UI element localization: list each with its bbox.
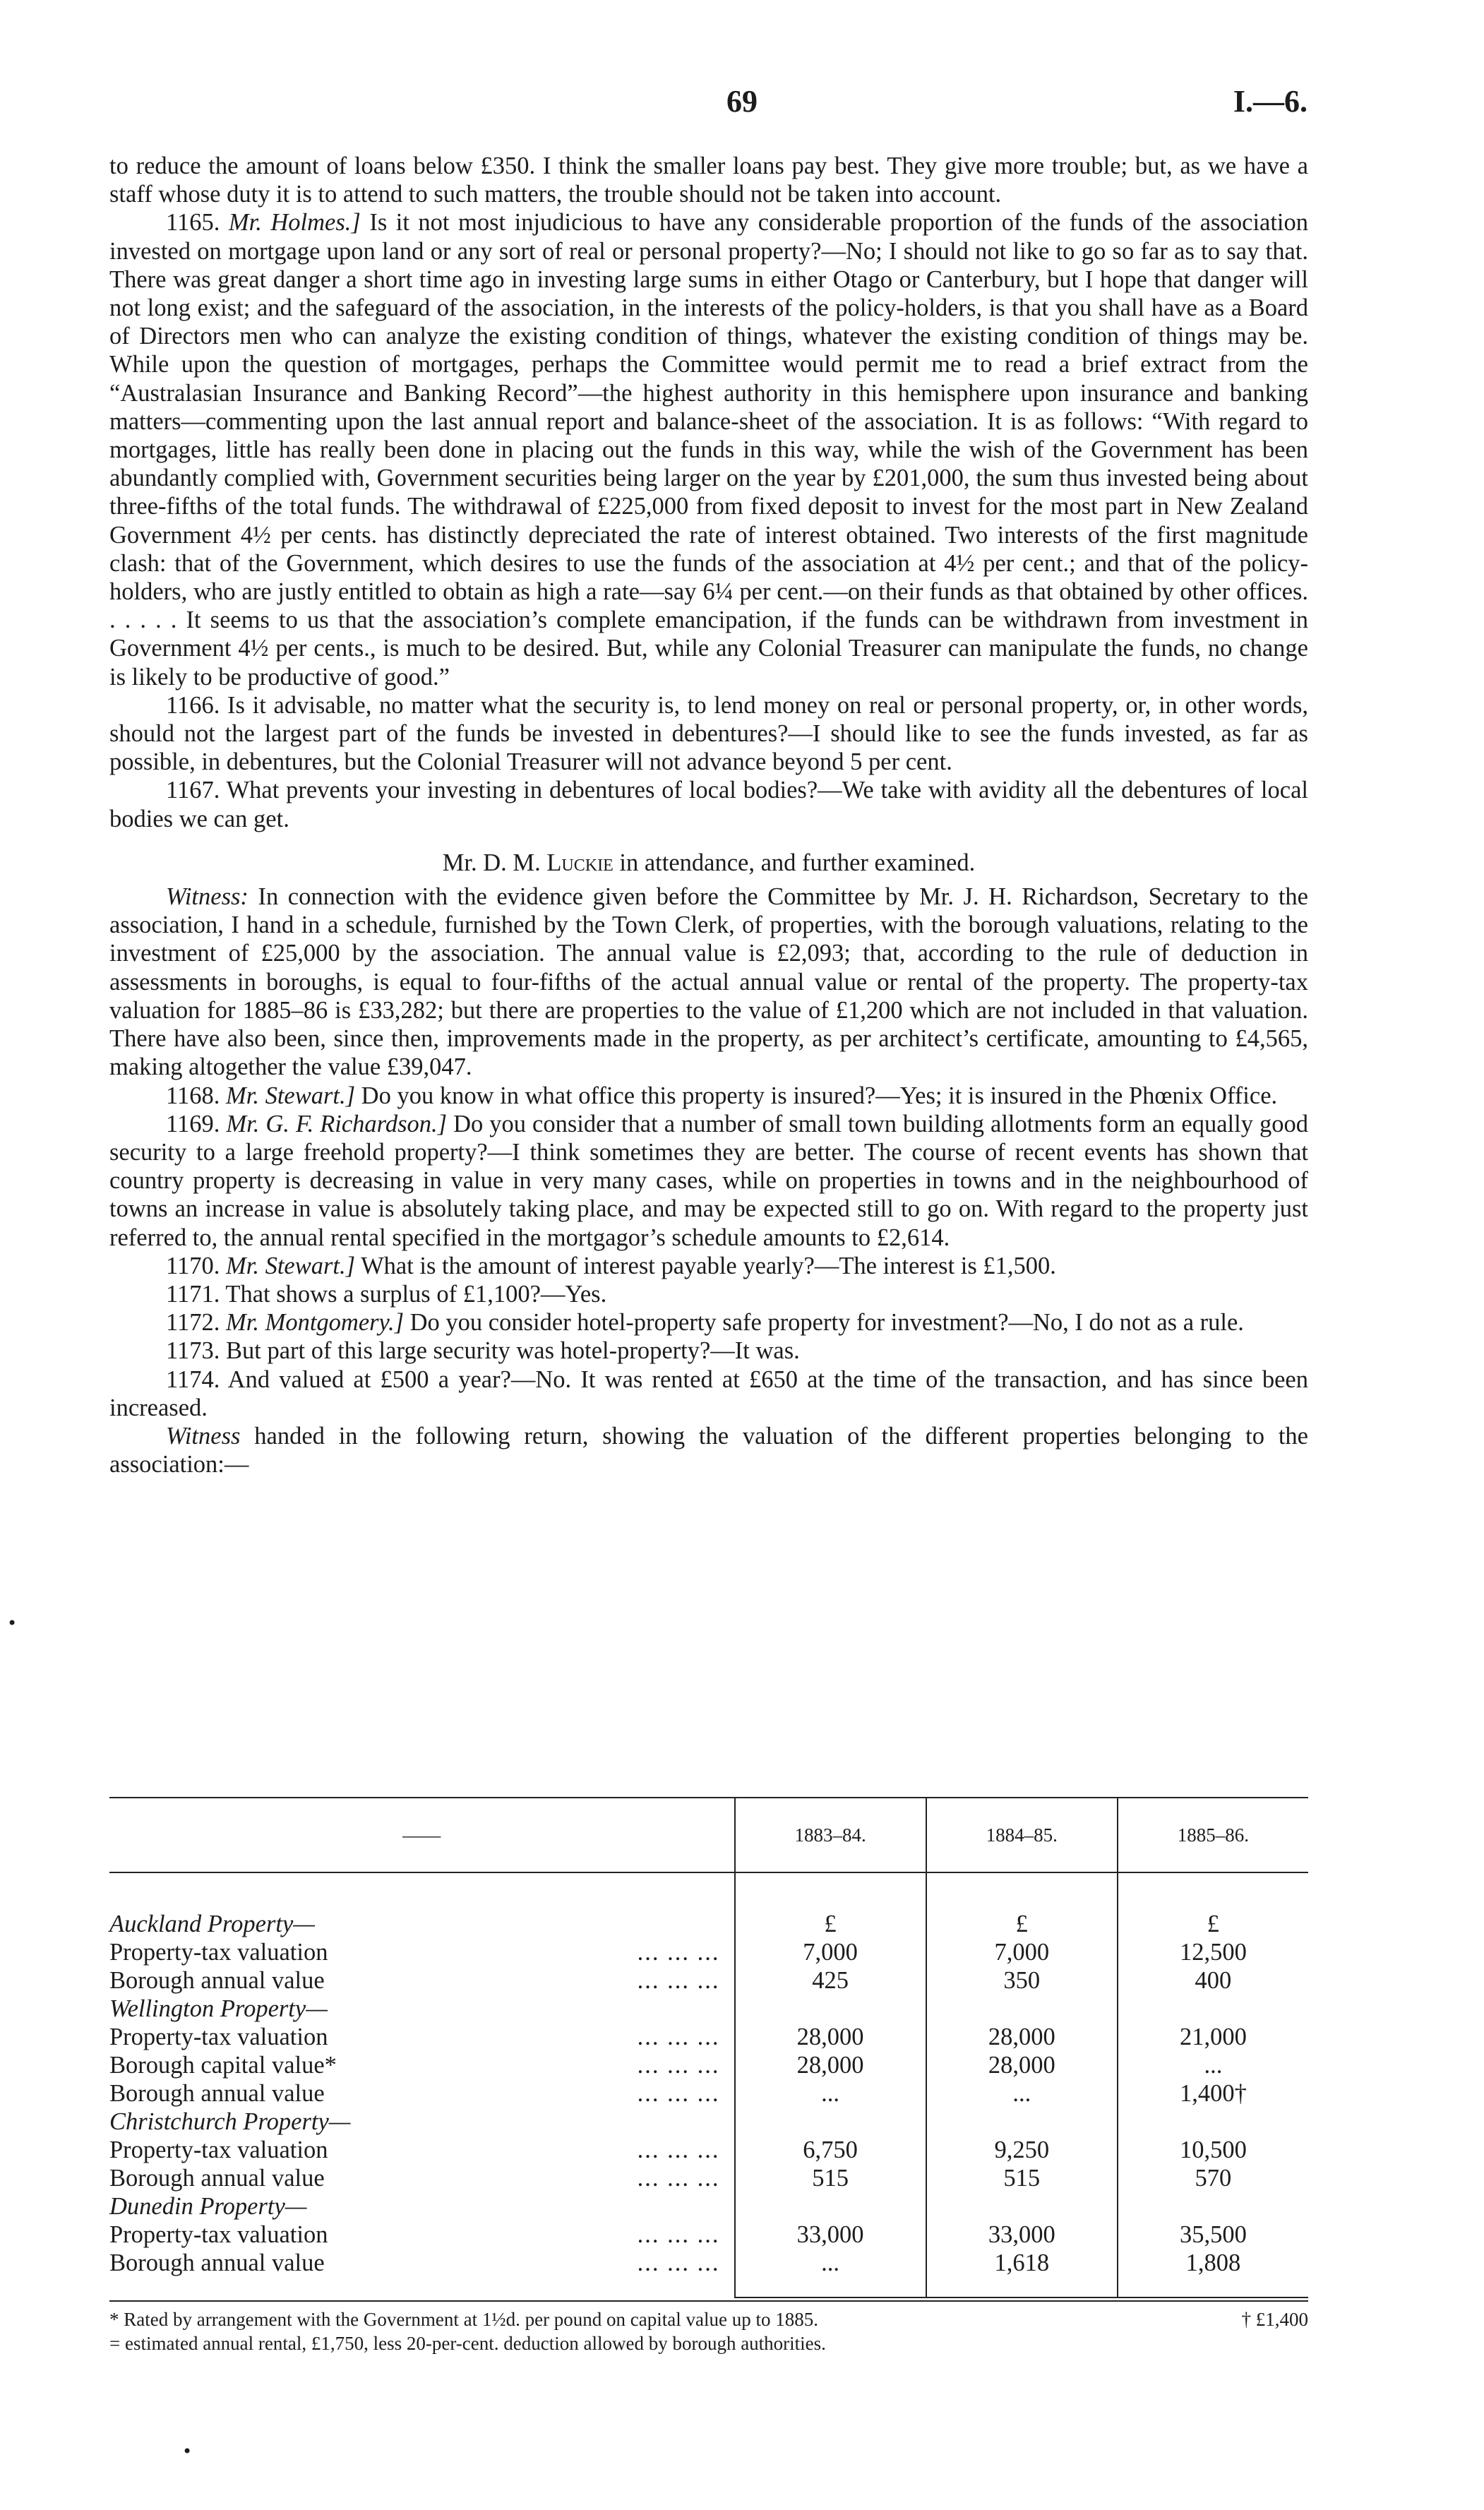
- table-cell: ...: [735, 2079, 926, 2108]
- table-row: [109, 2023, 1308, 2051]
- row-label: Property-tax valuation: [109, 2221, 328, 2248]
- paragraph-1170: 1170. Mr. Stewart.] What is the amount of interest payable yearly?—The interest is £1,500.: [166, 1252, 1056, 1279]
- table-cell: 28,000: [926, 2023, 1118, 2051]
- table-cell: 33,000: [735, 2221, 926, 2249]
- header-label: ——: [109, 1798, 735, 1872]
- row-label: Property-tax valuation: [109, 1939, 328, 1966]
- group-title: Auckland Property—: [109, 1911, 315, 1937]
- paragraph-return-intro: Witness handed in the following return, showing the valuation of the different properties belonging to the association:—: [109, 1422, 1308, 1478]
- table-cell: ...: [926, 2079, 1118, 2108]
- footnotes: [109, 2300, 1308, 2355]
- table-row: [109, 2079, 1308, 2108]
- paragraph-1172: 1172. Mr. Montgomery.] Do you consider hotel-property safe property for investment?—No, I do not as a rule.: [166, 1309, 1244, 1337]
- table-cell: ...: [735, 2249, 926, 2277]
- header-1884-85: 1884–85.: [926, 1798, 1118, 1872]
- row-label: Borough capital value*: [109, 2052, 337, 2079]
- table-cell: 12,500: [1118, 1938, 1308, 1966]
- leader-dots: ... ... ...: [637, 2165, 720, 2192]
- table-row: [109, 1910, 1308, 1938]
- table-cell: 9,250: [926, 2136, 1118, 2164]
- leader-dots: ... ... ...: [637, 2080, 720, 2107]
- paragraph-1169: 1169. Mr. G. F. Richardson.] Do you consider that a number of small town building allotments form an equally good security to a large freehold property?—I think sometimes they are better. The course of recent events has shown that country property is decreasing in value in very many cases, while on properties in towns and in the neighbourhood of towns an increase in value is absolutely taking place, and may be expected still to go on. With regard to the property just referred to, the annual rental specified in the mortgagor’s schedule amounts to £2,614.: [109, 1110, 1309, 1251]
- leader-dots: ... ... ...: [637, 2137, 720, 2163]
- row-label: Borough annual value: [109, 2080, 325, 2107]
- row-label: Borough annual value: [109, 1967, 325, 1994]
- footnote-dagger-ref: † £1,400: [1241, 2309, 1308, 2330]
- table-header-row: [109, 1798, 1308, 1872]
- group-title: Wellington Property—: [109, 1995, 328, 2022]
- currency-symbol: £: [1118, 1910, 1308, 1938]
- valuation-table: [109, 1797, 1308, 2298]
- table-cell: 6,750: [735, 2136, 926, 2164]
- table-row: [109, 2051, 1308, 2079]
- group-title: Christchurch Property—: [109, 2108, 351, 2135]
- leader-dots: ... ... ...: [637, 2221, 720, 2248]
- footnote-star: * Rated by arrangement with the Government at 1½d. per pound on capital value up to 1885.: [109, 2309, 818, 2330]
- paragraph-1166: 1166. Is it advisable, no matter what the security is, to lend money on real or personal property, or, in other words, should not the largest part of the funds be invested in debentures?—I should like to see the funds invested, as far as possible, in debentures, but the Colonial Treasurer will not advance beyond 5 per cent.: [109, 691, 1308, 776]
- paragraph-1167: 1167. What prevents your investing in debentures of local bodies?—We take with avidity all the debentures of local bodies we can get.: [109, 777, 1308, 832]
- paragraph-witness-statement: Witness: In connection with the evidence given before the Committee by Mr. J. H. Richardson, Secretary to the association, I hand in a schedule, furnished by the Town Clerk, of properties, with the borough valuations, relating to the investment of £25,000 by the association. The annual value is £2,093; that, according to the rule of deduction in assessments in boroughs, is equal to four-fifths of the actual annual value or rental of the property. The property-tax valuation for 1885–86 is £33,282; but there are properties to the value of £1,200 which are not included in that valuation. There have also been, since then, improvements made in the property, as per architect’s certificate, amounting to £4,565, making altogether the value £39,047.: [109, 883, 1308, 1081]
- leader-dots: ... ... ...: [637, 2024, 720, 2050]
- table-cell: 28,000: [735, 2023, 926, 2051]
- table-cell: 28,000: [735, 2051, 926, 2079]
- table-cell: 1,618: [926, 2249, 1118, 2277]
- table-row: [109, 1966, 1308, 1995]
- header-1885-86: 1885–86.: [1118, 1798, 1308, 1872]
- table-cell: ...: [1118, 2051, 1308, 2079]
- paragraph-1165: 1165. Mr. Holmes.] Is it not most injudicious to have any considerable proportion of the funds of the association invested on mortgage upon land or any sort of real or personal property?—No; I should not like to go so far as to say that. There was great danger a short time ago in investing large sums in either Otago or Canterbury, but I hope that danger will not long exist; and the safeguard of the association, in the interests of the policy-holders, is that you shall have as a Board of Directors men who can analyze the existing condition of things, whatever the existing condition of things may be. While upon the question of mortgages, perhaps the Committee would permit me to read a brief extract from the “Australasian Insurance and Banking Record”—the highest authority in this hemisphere upon insurance and banking matters—commenting upon the last annual report and balance-sheet of the association. It is as follows: “With regard to mortgages, little has really been done in placing out the funds in this way, while the wish of the Government has been abundantly complied with, Government securities being larger on the year by £201,000, the sum thus invested being about three-fifths of the total funds. The withdrawal of £225,000 from fixed deposit to invest for the most part in New Zealand Government 4½ per cents. has distinctly depreciated the rate of interest obtained. Two interests of the first magnitude clash: that of the Government, which desires to use the funds of the association at 4½ per cent.; and that of the policy-holders, who are justly entitled to obtain as high a rate—say 6¼ per cent.—on their funds as that obtained by other offices. . . . . . It seems to us that the association’s complete emancipation, if the funds can be withdrawn from investment in Government 4½ per cents., is much to be desired. But, while any Colonial Treasurer can manipulate the funds, no change is likely to be productive of good.”: [109, 209, 1309, 691]
- paragraph-1171: 1171. That shows a surplus of £1,100?—Yes.: [166, 1280, 607, 1308]
- table-row: [109, 2136, 1308, 2164]
- table-row: [109, 1995, 1308, 2023]
- leader-dots: ... ... ...: [637, 1967, 720, 1994]
- table-cell: 1,808: [1118, 2249, 1308, 2277]
- row-label: Property-tax valuation: [109, 2137, 328, 2163]
- page-reference: I.—6.: [1233, 84, 1308, 119]
- currency-symbol: £: [735, 1910, 926, 1938]
- paragraph-continuation: to reduce the amount of loans below £350. I think the smaller loans pay best. They give more trouble; but, as we have a staff whose duty it is to attend to such matters, the trouble should not be taken into account.: [109, 153, 1308, 208]
- table-row: [109, 2221, 1308, 2249]
- table-cell: 21,000: [1118, 2023, 1308, 2051]
- paragraph-1168: 1168. Mr. Stewart.] Do you know in what office this property is insured?—Yes; it is insured in the Phœnix Office.: [166, 1082, 1278, 1109]
- table-cell: 570: [1118, 2164, 1308, 2192]
- table-cell: 515: [926, 2164, 1118, 2192]
- table-row: [109, 2164, 1308, 2192]
- row-label: Borough annual value: [109, 2249, 325, 2276]
- paragraph-1174: 1174. And valued at £500 a year?—No. It was rented at £650 at the time of the transaction, and has since been increased.: [109, 1365, 1308, 1421]
- leader-dots: ... ... ...: [637, 1939, 720, 1966]
- paragraph-1173: 1173. But part of this large security was hotel-property?—It was.: [166, 1337, 800, 1365]
- table-row: [109, 2192, 1308, 2221]
- leader-dots: ... ... ...: [637, 2249, 720, 2276]
- table-row: [109, 1938, 1308, 1966]
- table-cell: 7,000: [735, 1938, 926, 1966]
- document-body: [109, 152, 1308, 1478]
- table-cell: 33,000: [926, 2221, 1118, 2249]
- table-cell: 1,400†: [1118, 2079, 1308, 2108]
- group-title: Dunedin Property—: [109, 2193, 307, 2220]
- table-row: [109, 2249, 1308, 2277]
- stray-mark: •: [7, 1613, 18, 1633]
- table-cell: 350: [926, 1966, 1118, 1995]
- header-1883-84: 1883–84.: [735, 1798, 926, 1872]
- witness-heading: Mr. D. M. Luckie in attendance, and further examined.: [442, 849, 976, 876]
- table-row: [109, 2108, 1308, 2136]
- leader-dots: ... ... ...: [637, 2052, 720, 2079]
- currency-symbol: £: [926, 1910, 1118, 1938]
- stray-mark: •: [182, 2442, 193, 2461]
- table-cell: 425: [735, 1966, 926, 1995]
- table-cell: 7,000: [926, 1938, 1118, 1966]
- table-cell: 35,500: [1118, 2221, 1308, 2249]
- row-label: Borough annual value: [109, 2165, 325, 2192]
- table-cell: 515: [735, 2164, 926, 2192]
- table-cell: 28,000: [926, 2051, 1118, 2079]
- page-number: 69: [726, 84, 758, 119]
- table-cell: 10,500: [1118, 2136, 1308, 2164]
- table-cell: 400: [1118, 1966, 1308, 1995]
- footnote-dagger: = estimated annual rental, £1,750, less 20-per-cent. deduction allowed by borough authorities.: [109, 2333, 826, 2354]
- row-label: Property-tax valuation: [109, 2024, 328, 2050]
